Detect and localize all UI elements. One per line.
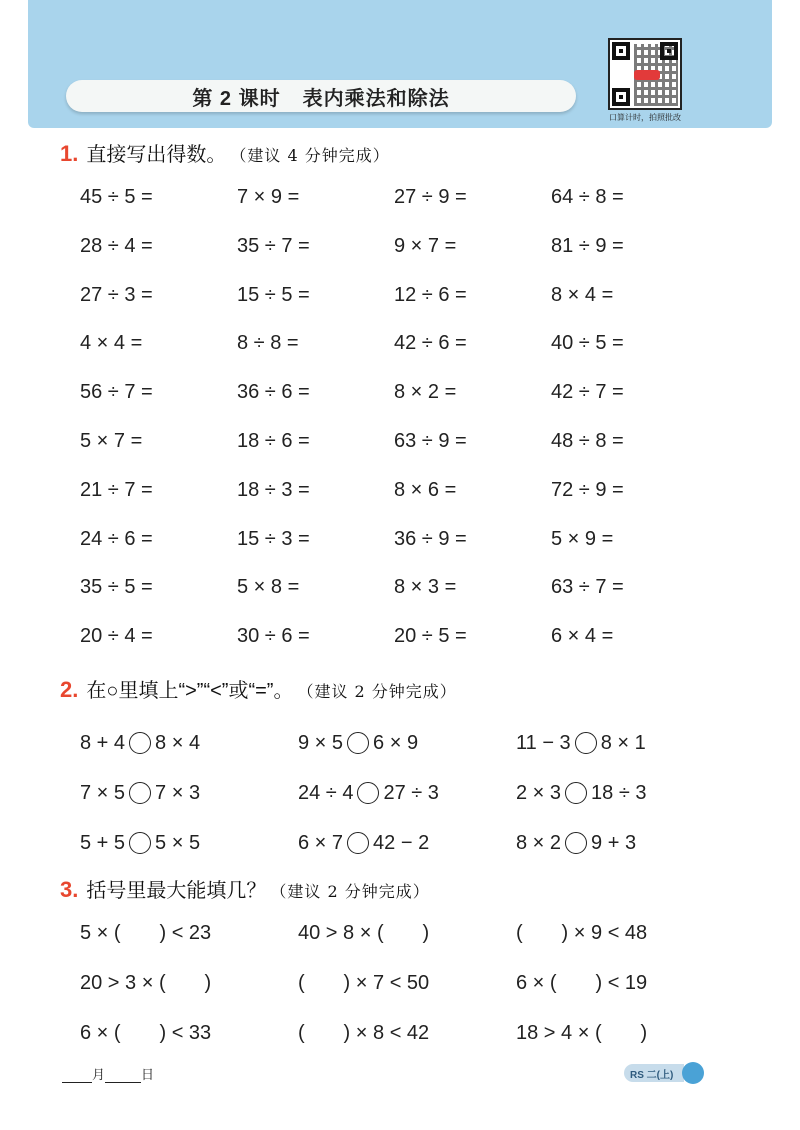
comparison-right: 5 × 5 [155, 832, 201, 854]
calc-item: 20 ÷ 5 = [394, 625, 467, 648]
calc-item: 8 × 4 = [551, 283, 614, 306]
section-3-instruction: 括号里最大能填几？ [86, 880, 267, 902]
comparison-right: 18 ÷ 3 [591, 782, 647, 804]
answer-circle[interactable] [129, 732, 151, 754]
comparison-item [298, 768, 516, 818]
calc-item: 45 ÷ 5 = [80, 186, 153, 208]
comparison-right: 6 × 9 [373, 732, 419, 754]
comparison-item [80, 768, 298, 818]
comparison-grid [80, 718, 734, 868]
calc-item: 30 ÷ 6 = [237, 625, 310, 648]
qr-code-icon[interactable] [608, 38, 682, 110]
answer-circle[interactable] [129, 832, 151, 854]
calc-item: 8 × 6 = [394, 478, 457, 501]
max-fill-item[interactable]: 6 × ( ) < 33 [80, 1022, 212, 1044]
calc-item: 8 × 2 = [394, 381, 457, 404]
calc-item: 24 ÷ 6 = [80, 527, 153, 550]
lesson-number: 第 2 课时 [192, 87, 281, 110]
calc-item: 15 ÷ 5 = [237, 283, 310, 306]
calc-item: 4 × 4 = [80, 332, 143, 355]
max-fill-item[interactable]: 6 × ( ) < 19 [516, 972, 648, 994]
answer-circle[interactable] [347, 732, 369, 754]
month-blank[interactable] [62, 1068, 92, 1083]
max-fill-item[interactable]: 40 > 8 × ( ) [298, 922, 430, 944]
comparison-item [516, 718, 734, 768]
max-fill-item[interactable]: ( ) × 9 < 48 [516, 922, 648, 944]
comparison-right: 42 − 2 [373, 832, 430, 854]
calc-item: 48 ÷ 8 = [551, 429, 624, 452]
calc-item: 12 ÷ 6 = [394, 283, 467, 306]
lesson-title: 表内乘法和除法 [302, 87, 450, 110]
comparison-item [516, 818, 734, 868]
calc-item: 5 × 7 = [80, 429, 143, 452]
calc-item: 9 × 7 = [394, 234, 457, 257]
calc-item: 15 ÷ 3 = [237, 527, 310, 550]
comparison-item [298, 718, 516, 768]
page-tag: RS 二(上) [624, 1064, 684, 1082]
comparison-left: 8 × 2 [516, 832, 562, 854]
calc-item: 20 ÷ 4 = [80, 625, 153, 648]
max-fill-item[interactable]: 20 > 3 × ( ) [80, 972, 212, 994]
section-2-note: （建议 2 分钟完成） [297, 682, 457, 701]
answer-circle[interactable] [575, 732, 597, 754]
section-1-note: （建议 4 分钟完成） [230, 146, 390, 165]
lesson-title-bar [66, 80, 576, 112]
date-line [62, 1064, 154, 1083]
calc-item: 8 × 3 = [394, 576, 457, 599]
max-fill-grid [80, 918, 734, 1068]
calc-item: 36 ÷ 9 = [394, 527, 467, 550]
oral-calculation-grid [80, 182, 708, 670]
calc-item: 56 ÷ 7 = [80, 381, 153, 404]
calc-item: 42 ÷ 6 = [394, 332, 467, 355]
day-label: 日 [141, 1067, 155, 1082]
comparison-right: 9 + 3 [591, 832, 637, 854]
answer-circle[interactable] [129, 782, 151, 804]
comparison-left: 8 + 4 [80, 732, 126, 754]
page-dot-icon [682, 1062, 704, 1084]
section-1-heading [60, 138, 390, 167]
calc-item: 63 ÷ 7 = [551, 576, 624, 599]
comparison-item [80, 818, 298, 868]
max-fill-item[interactable]: 18 > 4 × ( ) [516, 1022, 648, 1044]
section-3-number: 3. [60, 877, 79, 902]
comparison-left: 24 ÷ 4 [298, 782, 354, 804]
calc-item: 27 ÷ 3 = [80, 283, 153, 306]
comparison-left: 7 × 5 [80, 782, 126, 804]
calc-item: 40 ÷ 5 = [551, 332, 624, 355]
calc-item: 6 × 4 = [551, 625, 614, 648]
calc-item: 36 ÷ 6 = [237, 381, 310, 404]
calc-item: 21 ÷ 7 = [80, 478, 153, 501]
calc-item: 35 ÷ 7 = [237, 234, 310, 257]
section-3-note: （建议 2 分钟完成） [270, 882, 430, 901]
answer-circle[interactable] [347, 832, 369, 854]
day-blank[interactable] [105, 1068, 141, 1083]
calc-item: 42 ÷ 7 = [551, 381, 624, 404]
max-fill-item[interactable]: ( ) × 8 < 42 [298, 1022, 430, 1044]
comparison-left: 9 × 5 [298, 732, 344, 754]
calc-item: 18 ÷ 6 = [237, 429, 310, 452]
comparison-item [80, 718, 298, 768]
comparison-right: 8 × 4 [155, 732, 201, 754]
section-2-heading [60, 674, 457, 703]
calc-item: 5 × 8 = [237, 576, 300, 599]
comparison-right: 27 ÷ 3 [383, 782, 439, 804]
comparison-left: 11 − 3 [516, 732, 571, 754]
qr-caption: 口算计时，拍照批改 [609, 113, 681, 122]
calc-item: 72 ÷ 9 = [551, 478, 624, 501]
calc-item: 64 ÷ 8 = [551, 186, 624, 208]
comparison-left: 2 × 3 [516, 782, 562, 804]
calc-item: 7 × 9 = [237, 186, 300, 208]
calc-item: 35 ÷ 5 = [80, 576, 153, 599]
answer-circle[interactable] [357, 782, 379, 804]
section-2-number: 2. [60, 677, 79, 702]
answer-circle[interactable] [565, 832, 587, 854]
comparison-left: 5 + 5 [80, 832, 126, 854]
calc-item: 18 ÷ 3 = [237, 478, 310, 501]
comparison-item [298, 818, 516, 868]
section-2-instruction: 在○里填上“>”“<”或“=”。 [86, 680, 294, 702]
comparison-left: 6 × 7 [298, 832, 344, 854]
section-1-instruction: 直接写出得数。 [86, 144, 227, 166]
calc-item: 8 ÷ 8 = [237, 332, 299, 355]
comparison-right: 7 × 3 [155, 782, 201, 804]
calc-item: 63 ÷ 9 = [394, 429, 467, 452]
comparison-item [516, 768, 734, 818]
max-fill-item[interactable]: ( ) × 7 < 50 [298, 972, 430, 994]
answer-circle[interactable] [565, 782, 587, 804]
calc-item: 5 × 9 = [551, 527, 614, 550]
section-3-heading [60, 874, 430, 903]
calc-item: 28 ÷ 4 = [80, 234, 153, 257]
comparison-right: 8 × 1 [600, 732, 646, 754]
calc-item: 81 ÷ 9 = [551, 234, 624, 257]
section-1-number: 1. [60, 141, 79, 166]
month-label: 月 [92, 1067, 106, 1082]
max-fill-item[interactable]: 5 × ( ) < 23 [80, 922, 212, 944]
calc-item: 27 ÷ 9 = [394, 186, 467, 208]
